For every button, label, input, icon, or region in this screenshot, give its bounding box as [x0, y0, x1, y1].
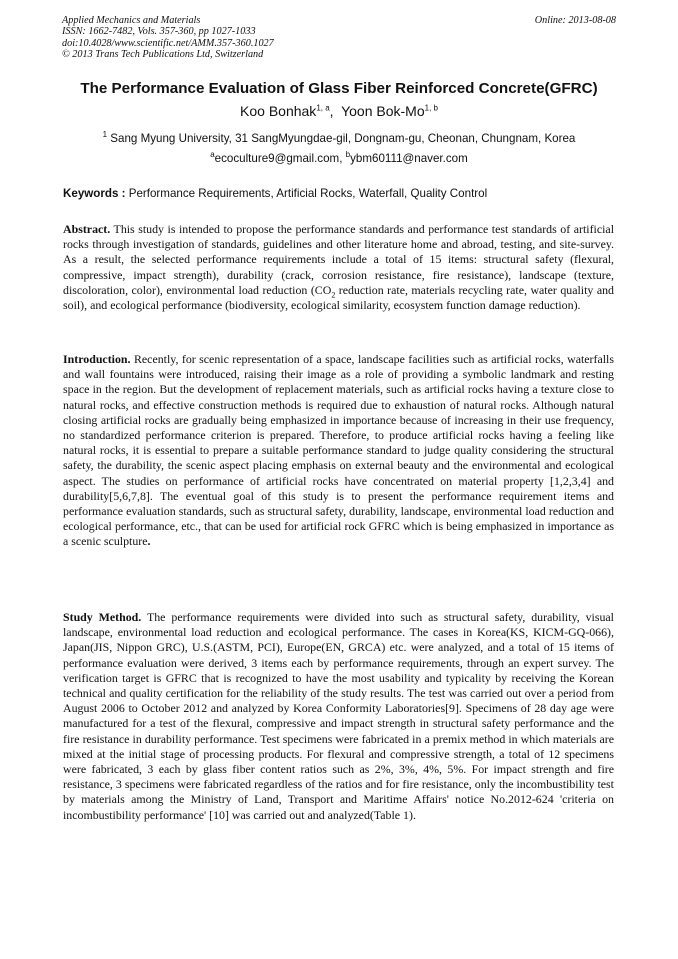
- online-date: Online: 2013-08-08: [534, 15, 616, 26]
- affiliation-superscript: 1: [102, 130, 108, 140]
- email-a: ecoculture9@gmail.com,: [214, 152, 346, 165]
- study-method-paragraph: [63, 610, 614, 823]
- journal-header: [62, 15, 618, 61]
- email-superscript: b: [345, 150, 351, 160]
- paper-title: The Performance Evaluation of Glass Fiber Reinforced Concrete(GFRC): [80, 80, 598, 97]
- introduction-end: .: [147, 534, 151, 549]
- co2-subscript: 2: [331, 290, 336, 300]
- author-emails: [20, 152, 658, 165]
- author-name: Yoon Bok-Mo: [341, 103, 425, 119]
- introduction-label: Introduction.: [63, 352, 131, 366]
- keywords-text: Performance Requirements, Artificial Rocks, Waterfall, Quality Control: [128, 187, 488, 200]
- abstract-paragraph: [63, 222, 614, 313]
- author-list: [20, 103, 658, 119]
- author-name: Koo Bonhak: [240, 103, 317, 119]
- copyright-line: © 2013 Trans Tech Publications Ltd, Switzerland: [62, 49, 264, 61]
- journal-name: Applied Mechanics and Materials: [62, 15, 201, 26]
- email-b: ybm60111@naver.com: [350, 152, 468, 165]
- author-separator: ,: [329, 103, 342, 119]
- doi-line: doi:10.4028/www.scientific.net/AMM.357-360.1027: [62, 37, 274, 49]
- affiliation-text: Sang Myung University, 31 SangMyungdae-gil, Dongnam-gu, Cheonan, Chungnam, Korea: [107, 132, 576, 145]
- study-method-label: Study Method.: [63, 610, 142, 624]
- abstract-text-cont: reduction rate, materials recycling rate, water quality and soil), and ecological performance (biodiversity, ecological similarity, ecosystem function damage reduction).: [63, 282, 614, 313]
- keywords: [63, 187, 623, 200]
- author-superscript: 1, b: [424, 103, 438, 113]
- abstract-text: This study is intended to propose the performance standards and performance test standards of artificial rocks through investigation of standards, guidelines and other literature home and abroad, testing, and site-survey. As a result, the selected performance requirements include a total of 15 items: structural safety (flexural, compressive, impact strength), durability (crack, corrosion resistance, fire resistance), landscape (texture, discoloration, color), environmental load reduction (CO: [63, 222, 614, 297]
- keywords-label: Keywords :: [63, 187, 129, 200]
- introduction-text: Recently, for scenic representation of a space, landscape facilities such as artificial rocks, waterfalls and wall fountains were introduced, raising their image as a role of providing a symbolic landmark and resting space in the region. But the development of replacement materials, such as artificial rocks having a texture close to natural rocks, and effective construction methods is required due to exhaustion of natural rocks. Although natural closing artificial rocks are gradually being emphasized in importance because of increasing in their use frequency, no standardized performance criterion is prepared. Therefore, to produce artificial rocks having a feeling like natural rocks, it is essential to prepare a suitable performance standard to judge quality considering the structural safety, the durability, the scenic aspect placing emphasis on external beauty and the environmental and ecological aspect. The studies on performance of artificial rocks have concentrated on material property [1,2,3,4] and durability[5,6,7,8]. The eventual goal of this study is to present the performance requirement items and performance evaluation standards, such as structural safety, durability, landscape, environmental load reduction and ecological performance, etc., that can be used for artificial rock GFRC which is being emphasized in importance as a scenic sculpture: [63, 352, 614, 549]
- affiliation: [20, 132, 658, 145]
- abstract-label: Abstract.: [63, 222, 111, 236]
- issn-line: ISSN: 1662-7482, Vols. 357-360, pp 1027-1033: [62, 26, 256, 38]
- email-superscript: a: [210, 150, 215, 160]
- introduction-paragraph: [63, 352, 614, 550]
- study-method-text: The performance requirements were divided into such as structural safety, durability, visual landscape, environmental load reduction and ecological performance. The cases in Korea(KS, KICM-GQ-066), Japan(JIS, Nippon GRC), U.S.(ASTM, PCI), Europe(EN, GRCA) etc. were analyzed, and a total of 15 items of performance evaluation were derived, 3 items each by performance requirements, through an expert survey. The verification target is GFRC that is recognized to have the most usability and typicality by receiving the Korean technical and quality certification for the reliability of the study results. The test was carried out over a period from August 2006 to October 2012 and analyzed by Korea Conformity Laboratories[9]. Specimens of 28 day age were manufactured for a test of the flexural, compressive and impact strength in structural safety performance and the fire resistance in durability performance. Test specimens were fabricated in a premix method in which materials are mixed at the initial stage of processing products. For flexural and compressive strength, a total of 12 specimens were fabricated, 3 each by glass fiber content ratios such as 2%, 3%, 4%, 5%. For impact strength and fire resistance, 3 specimens were fabricated regardless of the ratios and for fire resistance, only the incombustibility test by materials among the Ministry of Land, Transport and Maritime Affairs' notice No.2012-624 'criteria on incombustibility performance' [10] was carried out and analyzed(Table 1).: [63, 610, 614, 822]
- author-superscript: 1, a: [316, 103, 330, 113]
